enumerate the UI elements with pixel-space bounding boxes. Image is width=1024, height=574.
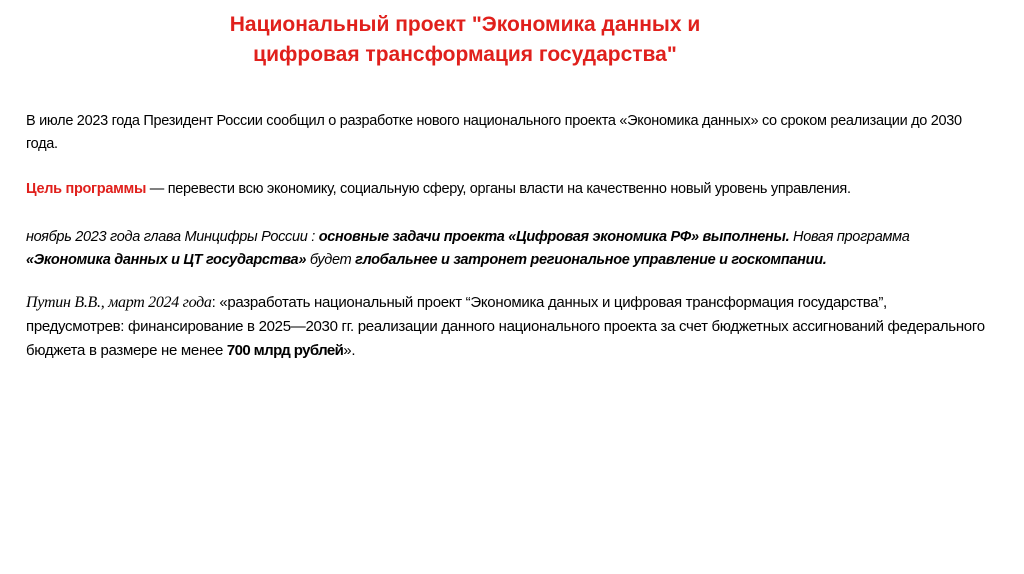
paragraph-goal [26, 178, 986, 201]
goal-text: — перевести всю экономику, социальную сферу, органы власти на качественно новый уровень управления. [146, 181, 851, 197]
ministry-intro: ноябрь 2023 года глава Минцифры России : [26, 229, 319, 245]
paragraph-announcement [26, 110, 986, 156]
ministry-bold-3: глобальнее и затронет региональное управление и госкомпании. [355, 252, 827, 268]
quote-amount: 700 млрд рублей [226, 342, 344, 359]
quote-end: ». [343, 342, 356, 359]
ministry-bold-1: основные задачи проекта «Цифровая экономика РФ» выполнены. [318, 229, 790, 245]
quote-author: Путин В.В., март 2024 года [26, 294, 212, 311]
title-line-1: Национальный проект "Экономика данных и [229, 13, 701, 36]
ministry-mid-2: будет [306, 252, 356, 268]
announcement-text: В июле 2023 года Президент России сообщил о разработке нового национального проекта «Экономика данных» со сроком реализации до 2030 года. [26, 113, 962, 152]
title-line-2: цифровая трансформация государства" [253, 43, 677, 66]
slide-title [150, 10, 780, 70]
quote-text: «разработать национальный проект “Экономика данных и цифровая трансформация государства”, предусмотрев: финансирование в 2025—2030 гг. реализации данного национального проекта за счет бюджетных ассигнований федерального бюджета в размере не менее [26, 294, 985, 359]
paragraph-quote [26, 291, 986, 363]
ministry-mid-1: Новая программа [789, 229, 910, 245]
paragraph-ministry [26, 226, 986, 272]
ministry-bold-2: «Экономика данных и ЦТ государства» [26, 252, 307, 268]
quote-colon: : [211, 294, 220, 311]
goal-label: Цель программы [26, 181, 147, 197]
